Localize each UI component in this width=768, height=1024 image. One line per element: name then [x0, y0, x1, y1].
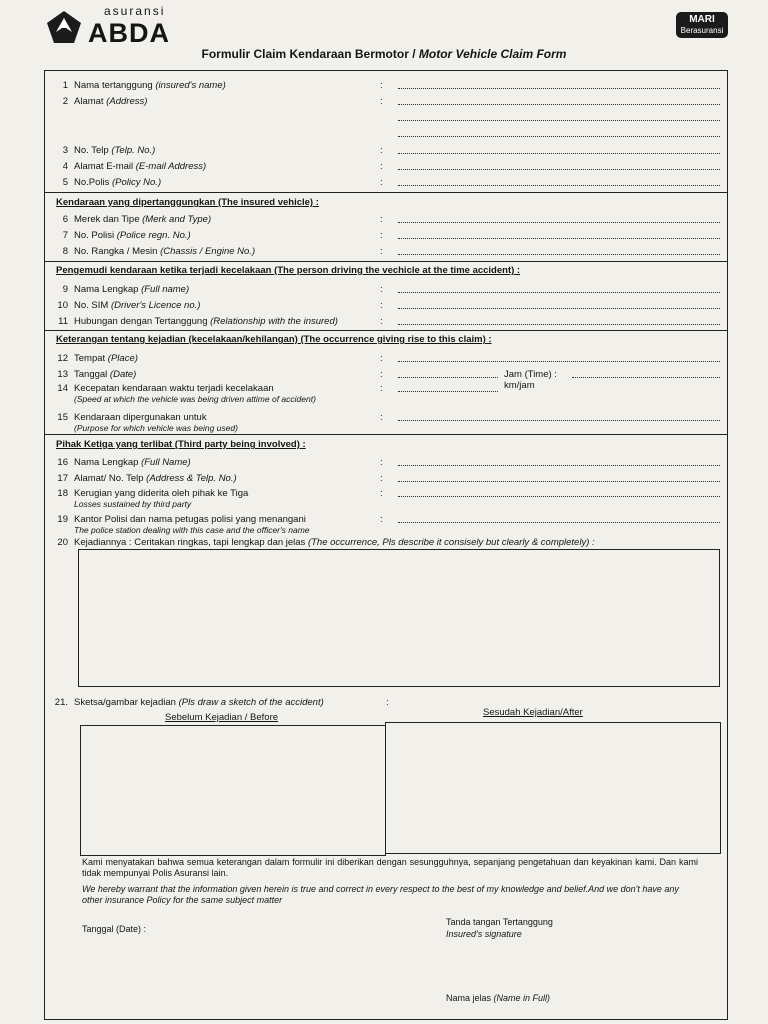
chassis-input[interactable] — [398, 246, 720, 255]
policy-input[interactable] — [398, 177, 720, 186]
divider — [44, 434, 728, 435]
section-incident: Keterangan tentang kejadian (kecelakaan/kehilangan) (The occurrence giving rise to this claim) : — [56, 334, 492, 345]
signature-label: Tanda tangan Tertanggung — [446, 917, 553, 927]
address-line-3[interactable] — [398, 128, 720, 137]
phone-input[interactable] — [398, 145, 720, 154]
field-row-police-station: 19 Kantor Polisi dan nama petugas polisi yang menangani The police station dealing with this case and the officer's name : — [52, 514, 722, 538]
address-line-2[interactable] — [398, 112, 720, 121]
signature-date-label: Tanggal (Date) : — [82, 924, 147, 934]
abda-logo-icon — [46, 10, 82, 44]
police-no-input[interactable] — [398, 230, 720, 239]
third-address-input[interactable] — [398, 473, 720, 482]
speed-unit: km/jam — [504, 380, 535, 391]
occurrence-textbox[interactable] — [78, 549, 720, 687]
address-input[interactable] — [398, 96, 720, 105]
third-name-input[interactable] — [398, 457, 720, 466]
badge-bottom: Berasuransi — [680, 26, 724, 35]
sketch-after-box[interactable] — [385, 722, 721, 854]
divider — [44, 330, 728, 331]
declaration-en: We hereby warrant that the information given herein is true and correct in every respect to the best of my knowledge and belief.And we don't have any other insurance Policy for the same subject matter — [82, 884, 679, 905]
sketch-before-box[interactable] — [80, 725, 386, 856]
declaration-id: Kami menyatakan bahwa semua keterangan dalam formulir ini diberikan dengan sesungguhnya, sepanjang pengetahuan dan keyakinan kami. Dan kami tidak mempunyai Polis Asuransi lain. — [82, 857, 698, 878]
insured-name-input[interactable] — [398, 80, 720, 89]
purpose-input[interactable] — [398, 412, 720, 421]
mari-berasuransi-badge — [676, 12, 728, 38]
signature-label-en: Insured's signature — [446, 929, 522, 939]
before-label: Sebelum Kejadian / Before — [165, 712, 279, 723]
section-third-party: Pihak Ketiga yang terlibat (Third party being involved) : — [56, 439, 306, 450]
name-in-full-label: Nama jelas (Name in Full) — [446, 993, 551, 1003]
merk-input[interactable] — [398, 214, 720, 223]
time-label: Jam (Time) : — [504, 369, 557, 380]
driver-name-input[interactable] — [398, 284, 720, 293]
badge-top: MARI — [689, 14, 715, 25]
police-station-input[interactable] — [398, 514, 720, 523]
time-input[interactable] — [572, 369, 720, 378]
section-vehicle: Kendaraan yang dipertanggungkan (The insured vehicle) : — [56, 197, 319, 208]
section-driver: Pengemudi kendaraan ketika terjadi kecelakaan (The person driving the vechicle at the time accident) : — [56, 265, 521, 276]
email-input[interactable] — [398, 161, 720, 170]
field-row-purpose: 15 Kendaraan dipergunakan untuk (Purpose for which vehicle was being used) : — [52, 412, 722, 436]
speed-input[interactable] — [398, 383, 498, 392]
after-label: Sesudah Kejadian/After — [483, 707, 583, 718]
date-input[interactable] — [398, 369, 498, 378]
form-title: Formulir Claim Kendaraan Bermotor / Motor Vehicle Claim Form — [201, 47, 567, 61]
brand-name: ABDA — [88, 18, 170, 48]
divider — [44, 192, 728, 193]
sim-input[interactable] — [398, 300, 720, 309]
relationship-input[interactable] — [398, 316, 720, 325]
place-input[interactable] — [398, 353, 720, 362]
field-row-third-losses: 18 Kerugian yang diderita oleh pihak ke Tiga Losses sustained by third party : — [52, 488, 722, 512]
divider — [44, 261, 728, 262]
brand-small-text: asuransi — [104, 4, 166, 18]
field-row-speed: 14 Kecepatan kendaraan waktu terjadi kecelakaan (Speed at which the vehicle was being driven attime of accident) : km/jam — [57, 380, 535, 404]
third-losses-input[interactable] — [398, 488, 720, 497]
